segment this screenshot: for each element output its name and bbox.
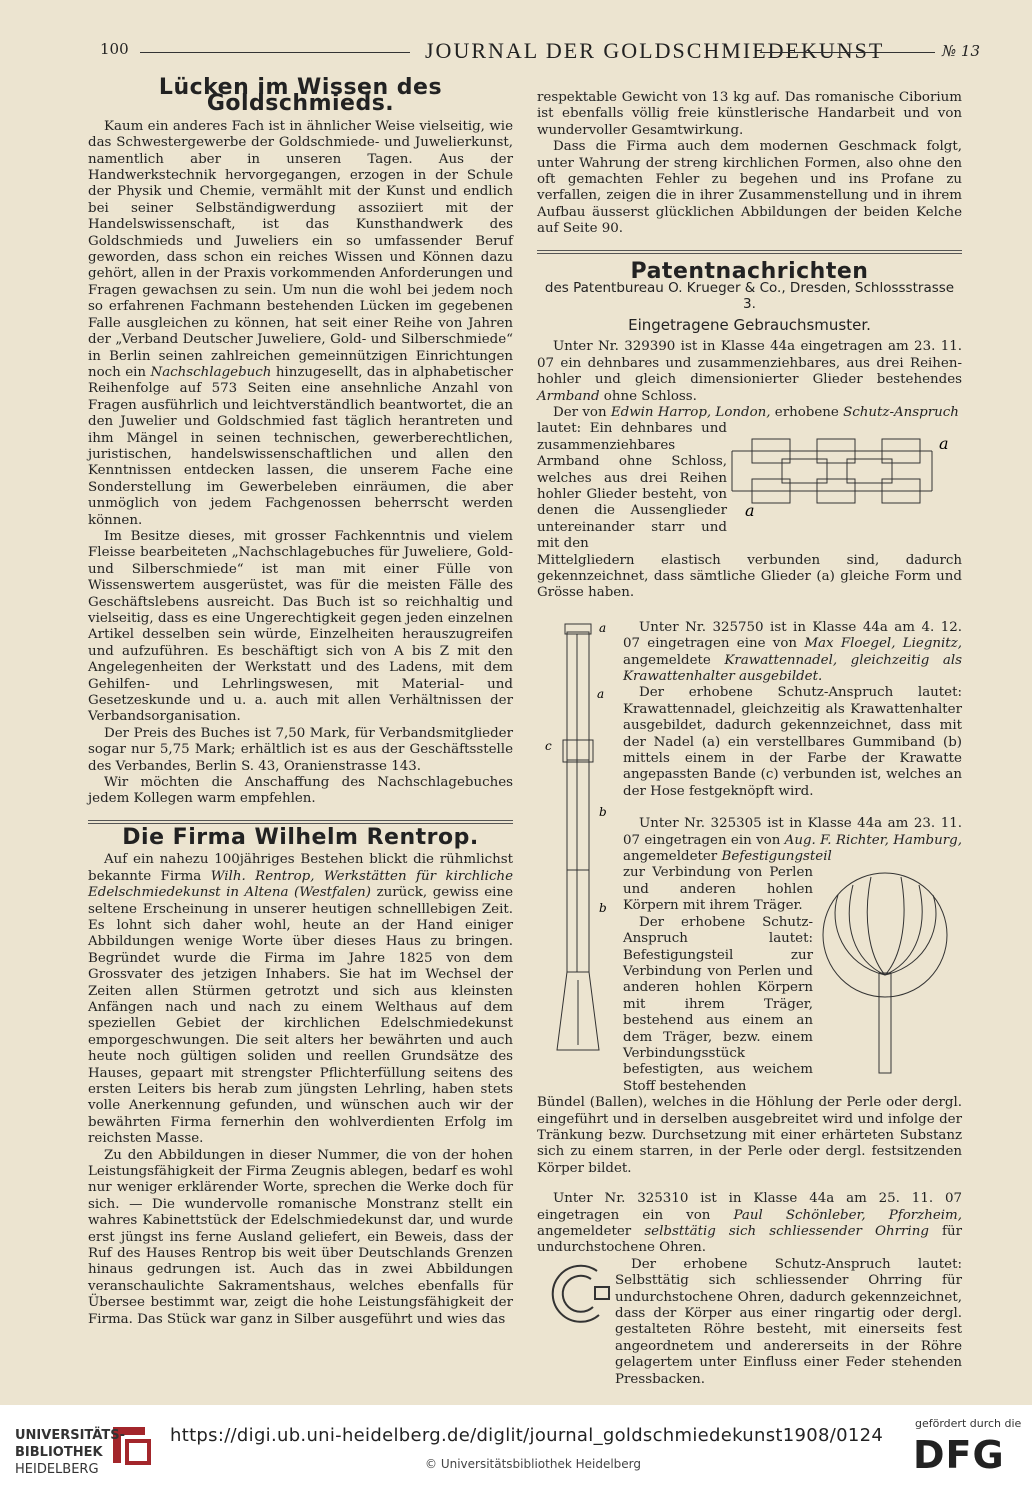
tie-pin-figure [537, 620, 623, 1070]
fig-label-b: b [599, 900, 607, 915]
paragraph: Wir möchten die Anschaffung des Nachschlagebuches jedem Kollegen warm empfehlen. [88, 775, 513, 807]
paragraph: Der von Edwin Harrop, London, erhobene Schutz-Anspruch [553, 404, 959, 420]
fig-label-a: a [599, 620, 607, 635]
article-title-luecken: Lücken im Wissen des Goldschmieds. [158, 75, 443, 117]
patent-section-heading: Eingetragene Gebrauchsmuster. [628, 315, 871, 334]
fig-label-b: b [599, 804, 607, 819]
page-header [100, 38, 980, 68]
pearl-text [623, 865, 813, 1095]
paragraph: Der Preis des Buches ist 7,50 Mark, für Verbandsmitglieder sogar nur 5,75 Mark; erhältlich ist es aus der Geschäftsstelle des Verbandes, Berlin S. 43, Oranienstrasse 143. [88, 725, 513, 774]
patent-subtitle: des Patentbureau O. Krueger & Co., Dresden, Schlossstrasse 3. [544, 280, 955, 313]
paragraph: Der erhobene Schutz-Anspruch lautet: Selbsttätig sich schliessender Ohrring für undurchstochene Ohren, dadurch gekennzeichnet, dass der Körper aus einer ringartig oder dergl. gestalteten Röhre besteht, mit einerseits fest angeordnetem und andererseits in der Röhre gelagertem unter Einfluss einer Feder stehenden Pressbacken. [615, 1256, 962, 1387]
funded-by-label: gefördert durch die [915, 1417, 1022, 1430]
fig-label-a: a [745, 501, 755, 521]
paragraph: Unter Nr. 325305 ist in Klasse 44a am 23. 11. 07 eingetragen ein von Aug. F. Richter, Hamburg, angemeldeter Befestigungsteil [623, 816, 962, 865]
paragraph: Unter Nr. 325310 ist in Klasse 44a am 25. 11. 07 eingetragen ein von Paul Schönleber, Pforzheim, angemeldeter selbsttätig sich schliessender Ohrring für undurchstochene Ohren. [537, 1191, 963, 1256]
paragraph: Dass die Firma auch dem modernen Geschmack folgt, unter Wahrung der streng kirchlichen Formen, also ohne den oft gemachten Fehler zu begehen und ins Profane zu verfallen, zeigen die in ihrer Zusammenstellung und in ihrem Aufbau äusserst glücklichen Abbildungen der beiden Kelche auf Seite 90. [537, 139, 962, 237]
paragraph: Der erhobene Schutz-Anspruch lautet: Krawattennadel, gleichzeitig als Krawattenhalter ausgebildet, dadurch gekennzeichnet, dass mit der Nadel (a) ein verstellbares Gummiband (b) mittels einem in der Farbe der Krawatte angepassten Bande (c) verbunden ist, welches an der Hose festgeknöpft wird. [623, 685, 962, 799]
tie-pin-text [623, 620, 962, 1095]
paragraph: Unter Nr. 325750 ist in Klasse 44a am 4. 12. 07 eingetragen eine von Max Floegel, Liegnitz, angemeldete Krawattennadel, gleichzeitig als Krawattenhalter ausgebildet. [623, 619, 962, 684]
viewer-footer [0, 1405, 1032, 1486]
issue-number: № 13 [941, 42, 980, 60]
paragraph: Kaum ein anderes Fach ist in ähnlicher Weise vielseitig, wie das Schwestergewerbe der Goldschmiede- und Juwelierkunst, namentlich aber in unseren Tagen. Aus der Handwerkstechnik hervorgegangen, erzogen in der Schule der Physik und Chemie, vermählt mit der Kunst und endlich bei seiner Selbständigwerdung assoziiert mit der Handelswissenschaft, ist das Kunsthandwerk des Goldschmieds und Juweliers ein so umfassender Beruf geworden, dass schon ein reiches Wissen und Können dazu gehört, allen in der Praxis vorkommenden Anforderungen und Fragen gewachsen zu sein. Um nun die wohl bei jedem noch so erfahrenen Fachmann bestehenden Lücken im gegebenen Falle ausgleichen zu können, hat seit einer Reihe von Jahren der „Verband Deutscher Juweliere, Gold- und Silberschmiede“ in Berlin seinen zahlreichen gemeinnützigen Einrichtungen noch ein Nachschlagebuch hinzugesellt, das in alphabetischer Reihenfolge auf 573 Seiten eine ansehnliche Anzahl von Fragen ausführlich und leichtverständlich beantwortet, die an den Juwelier und Goldschmied fast täglich herantreten und ihm Mängel in seinen technischen, gewerberechtlichen, juristischen, handelswissenschaftlichen und allen den Kenntnissen entdecken lassen, die unserem Fache eine Sonderstellung im Gewerbeleben einräumen, die aber unmöglich von jedem Fachgenossen beherrscht werden können. [88, 118, 514, 528]
paragraph: zur Verbindung von Perlen und anderen hohlen Körpern mit ihrem Träger. [623, 865, 813, 914]
paragraph: Mittelgliedern elastisch verbunden sind, dadurch gekennzeichnet, dass sämtliche Glieder (a) gleiche Form und Grösse haben. [537, 552, 962, 601]
earring-block [537, 1257, 962, 1388]
patent-title: Patentnachrichten [630, 258, 869, 284]
journal-title: JOURNAL DER GOLDSCHMIEDEKUNST [425, 38, 885, 63]
fig-label-a: a [597, 686, 605, 701]
library-name: UNIVERSITÄTS- BIBLIOTHEK HEIDELBERG [15, 1428, 125, 1477]
tie-pin-block [537, 620, 962, 1095]
earring-figure [537, 1257, 615, 1329]
header-rule-left [140, 52, 410, 53]
paragraph: Im Besitze dieses, mit grosser Fachkenntnis und vielem Fleisse bearbeiteten „Nachschlagebuches für Juweliere, Gold- und Silberschmiede“ ist man mit einer Fülle von Wissenswertem ausgerüstet, was für die meisten Fälle des Geschäftslebens ausreicht. Das Buch ist so reichhaltig und vielseitig, dass es eine Ungerechtigkeit gegen jeden einzelnen Artikel desselben sein würde, Einzelheiten herauszugreifen und aufzuführen. Es beschäftigt sich von A bis Z mit den Angelegenheiten der Werkstatt und des Ladens, mit dem Gehilfen- und Lehrlingswesen, mit Material- und Gesetzeskunde und u. a. auch mit allen Verhältnissen der Verbandsorganisation. [88, 528, 513, 725]
pearl-block [623, 865, 962, 1095]
paragraph: Zu den Abbildungen in dieser Nummer, die von der hohen Leistungsfähigkeit der Firma Zeugnis ablegen, bedarf es wohl nur weniger erklärender Worte, sprechen die Werke doch für sich. — Die wundervolle romanische Monstranz stellt ein wahres Kabinettstück der Edelschmiedekunst dar, und wurde erst jüngst ins ferne Ausland geliefert, ein Beweis, dass der Ruf des Hauses Rentrop bis weit über Deutschlands Grenzen hinaus gedrungen ist. Auch das in zwei Abbildungen veranschaulichte Sakramentshaus, welches ebenfalls für Übersee bestimmt war, zeigt die hohe Leistungsfähigkeit der Firma. Das Stück war ganz in Silber ausgeführt und wies das [88, 1147, 513, 1327]
pearl-figure [813, 865, 958, 1085]
fig-label-c: c [545, 738, 552, 753]
page-number: 100 [100, 40, 129, 58]
article-title-rentrop: Die Firma Wilhelm Rentrop. [122, 824, 479, 850]
header-rule-right [760, 52, 935, 53]
armband-block [537, 421, 962, 552]
right-column [537, 90, 962, 1388]
section-divider [88, 820, 513, 824]
fig-label-a: a [939, 434, 949, 454]
paragraph: Unter Nr. 329390 ist in Klasse 44a eingetragen am 23. 11. 07 ein dehnbares und zusammenziehbares, aus drei Reihen-hohler und gleich dimensionierter Glieder bestehendes Armband ohne Schloss. [537, 339, 962, 404]
copyright: © Universitätsbibliothek Heidelberg [425, 1457, 642, 1471]
left-column [88, 75, 514, 1328]
paragraph: respektable Gewicht von 13 kg auf. Das romanische Ciborium ist ebenfalls völlig freie künstlerische Handarbeit und von wundervoller Gesamtwirkung. [537, 90, 962, 138]
section-divider [537, 250, 962, 254]
paragraph: Der erhobene Schutz-Anspruch lautet: Befestigungsteil zur Verbindung von Perlen und anderen hohlen Körpern mit ihrem Träger, bestehend aus einem an dem Träger, bezw. einem Verbindungsstück befestigten, aus weichem Stoff bestehenden [623, 914, 813, 1094]
dfg-logo: DFG [913, 1433, 1005, 1477]
paragraph: Bündel (Ballen), welches in die Höhlung der Perle oder dergl. eingeführt und in derselben ausgebreitet wird und infolge der Tränkung bezw. Durchsetzung mit einer erhärteten Substanz sich zu einem starren, in der Perle oder dergl. festsitzenden Körper bildet. [537, 1095, 962, 1176]
permalink-url[interactable]: https://digi.ub.uni-heidelberg.de/diglit/journal_goldschmiedekunst1908/0124 [170, 1425, 884, 1446]
paragraph: Auf ein nahezu 100jähriges Bestehen blickt die rühmlichst bekannte Firma Wilh. Rentrop, Werkstätten für kirchliche Edelschmiedekunst in Altena (Westfalen) zurück, gewiss eine seltene Erscheinung in unserer heutigen schnelllebigen Zeit. Es lohnt sich daher wohl, heute an der Hand einiger Abbildungen wenige Worte über dieses Haus zu bringen. Begründet wurde die Firma im Jahre 1825 von dem Grossvater des jetzigen Inhabers. Sie hat im Wechsel der Zeiten allen Stürmen getrotzt und sich aus kleinsten Anfängen nach und nach zu einem Welthaus auf dem speziellen Gebiet der kirchlichen Edelschmiedekunst emporgeschwungen. Die seit alters her bewährten und auch heute noch gültigen soliden und reellen Grundsätze des Hauses, gepaart mit strengster Pflichterfüllung seitens des ersten Leiters bis herab zum jüngsten Lehrling, haben stets volle Anerkennung gefunden, und wünschen auch wir der bewährten Firma fernerhin den wohlverdienten Erfolg im reichsten Masse. [88, 852, 514, 1147]
armband-figure [727, 421, 957, 521]
paragraph: lautet: Ein dehnbares und zusammenziehbares Armband ohne Schloss, welches aus drei Reihen hohler Glieder besteht, von denen die Aussenglieder untereinander starr und mit den [537, 421, 727, 552]
